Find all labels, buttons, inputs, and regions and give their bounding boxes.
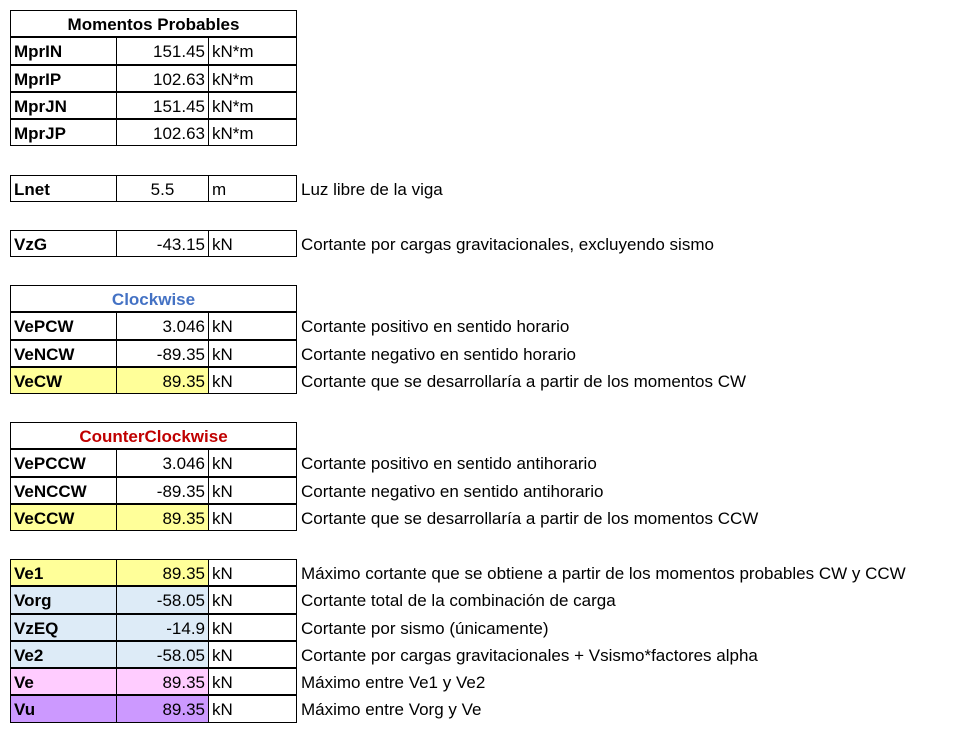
row-label[interactable]: VzG bbox=[10, 230, 117, 257]
row-value[interactable]: 5.5 bbox=[116, 175, 209, 202]
row-label[interactable]: Vorg bbox=[10, 586, 117, 613]
row-label[interactable]: Ve bbox=[10, 668, 117, 695]
row-unit[interactable]: m bbox=[208, 175, 297, 202]
row-description: Cortante positivo en sentido antihorario bbox=[301, 454, 597, 474]
row-description: Máximo entre Ve1 y Ve2 bbox=[301, 673, 486, 693]
row-value[interactable]: 102.63 bbox=[116, 65, 209, 92]
row-unit[interactable]: kN bbox=[208, 340, 297, 367]
counterclockwise-title[interactable]: CounterClockwise bbox=[10, 422, 297, 449]
row-label[interactable]: VeCW bbox=[10, 367, 117, 394]
row-unit[interactable]: kN bbox=[208, 668, 297, 695]
row-value[interactable]: 89.35 bbox=[116, 668, 209, 695]
row-label[interactable]: Vu bbox=[10, 695, 117, 722]
row-value[interactable]: 3.046 bbox=[116, 449, 209, 476]
row-label[interactable]: Ve1 bbox=[10, 559, 117, 586]
row-value[interactable]: 89.35 bbox=[116, 559, 209, 586]
row-description: Cortante que se desarrollaría a partir de los momentos CW bbox=[301, 371, 747, 391]
row-unit[interactable]: kN bbox=[208, 477, 297, 504]
row-unit[interactable]: kN bbox=[208, 695, 297, 722]
row-unit[interactable]: kN*m bbox=[208, 119, 297, 146]
row-unit[interactable]: kN bbox=[208, 586, 297, 613]
row-value[interactable]: -14.9 bbox=[116, 614, 209, 641]
row-description: Cortante por cargas gravitacionales, excluyendo sismo bbox=[301, 235, 714, 254]
row-value[interactable]: -58.05 bbox=[116, 641, 209, 668]
row-unit[interactable]: kN*m bbox=[208, 92, 297, 119]
row-value[interactable]: -89.35 bbox=[116, 340, 209, 367]
row-value[interactable]: -43.15 bbox=[116, 230, 209, 257]
row-description: Máximo entre Vorg y Ve bbox=[301, 700, 482, 720]
row-value[interactable]: 89.35 bbox=[116, 695, 209, 722]
row-unit[interactable]: kN bbox=[208, 449, 297, 476]
row-unit[interactable]: kN bbox=[208, 641, 297, 668]
row-unit[interactable]: kN bbox=[208, 312, 297, 339]
row-label[interactable]: MprIP bbox=[10, 65, 117, 92]
row-description: Cortante total de la combinación de carga bbox=[301, 591, 616, 611]
row-description: Cortante negativo en sentido antihorario bbox=[301, 481, 604, 501]
row-description: Máximo cortante que se obtiene a partir de los momentos probables CW y CCW bbox=[301, 564, 906, 583]
row-description: Cortante positivo en sentido horario bbox=[301, 317, 570, 337]
row-label[interactable]: MprJP bbox=[10, 119, 117, 146]
row-value[interactable]: -89.35 bbox=[116, 477, 209, 504]
row-value[interactable]: 151.45 bbox=[116, 37, 209, 64]
row-value[interactable]: 102.63 bbox=[116, 119, 209, 146]
row-label[interactable]: MprJN bbox=[10, 92, 117, 119]
row-value[interactable]: 3.046 bbox=[116, 312, 209, 339]
row-unit[interactable]: kN*m bbox=[208, 37, 297, 64]
row-label[interactable]: MprIN bbox=[10, 37, 117, 64]
row-value[interactable]: 89.35 bbox=[116, 504, 209, 531]
row-label[interactable]: VePCW bbox=[10, 312, 117, 339]
momentos-probables-title[interactable]: Momentos Probables bbox=[10, 10, 297, 37]
row-label[interactable]: VePCCW bbox=[10, 449, 117, 476]
row-value[interactable]: 89.35 bbox=[116, 367, 209, 394]
row-value[interactable]: 151.45 bbox=[116, 92, 209, 119]
row-unit[interactable]: kN bbox=[208, 614, 297, 641]
clockwise-title[interactable]: Clockwise bbox=[10, 285, 297, 312]
row-description: Cortante por sismo (únicamente) bbox=[301, 618, 549, 638]
row-description: Cortante por cargas gravitacionales + Vsismo*factores alpha bbox=[301, 645, 758, 665]
row-label[interactable]: Lnet bbox=[10, 175, 117, 202]
row-unit[interactable]: kN bbox=[208, 230, 297, 257]
row-value[interactable]: -58.05 bbox=[116, 586, 209, 613]
row-label[interactable]: VeNCCW bbox=[10, 477, 117, 504]
row-description: Cortante negativo en sentido horario bbox=[301, 344, 577, 364]
row-label[interactable]: Ve2 bbox=[10, 641, 117, 668]
row-label[interactable]: VeCCW bbox=[10, 504, 117, 531]
row-description: Cortante que se desarrollaría a partir de los momentos CCW bbox=[301, 508, 759, 528]
row-unit[interactable]: kN bbox=[208, 504, 297, 531]
row-description: Luz libre de la viga bbox=[301, 180, 443, 199]
row-label[interactable]: VeNCW bbox=[10, 340, 117, 367]
row-unit[interactable]: kN*m bbox=[208, 65, 297, 92]
row-label[interactable]: VzEQ bbox=[10, 614, 117, 641]
row-unit[interactable]: kN bbox=[208, 367, 297, 394]
row-unit[interactable]: kN bbox=[208, 559, 297, 586]
